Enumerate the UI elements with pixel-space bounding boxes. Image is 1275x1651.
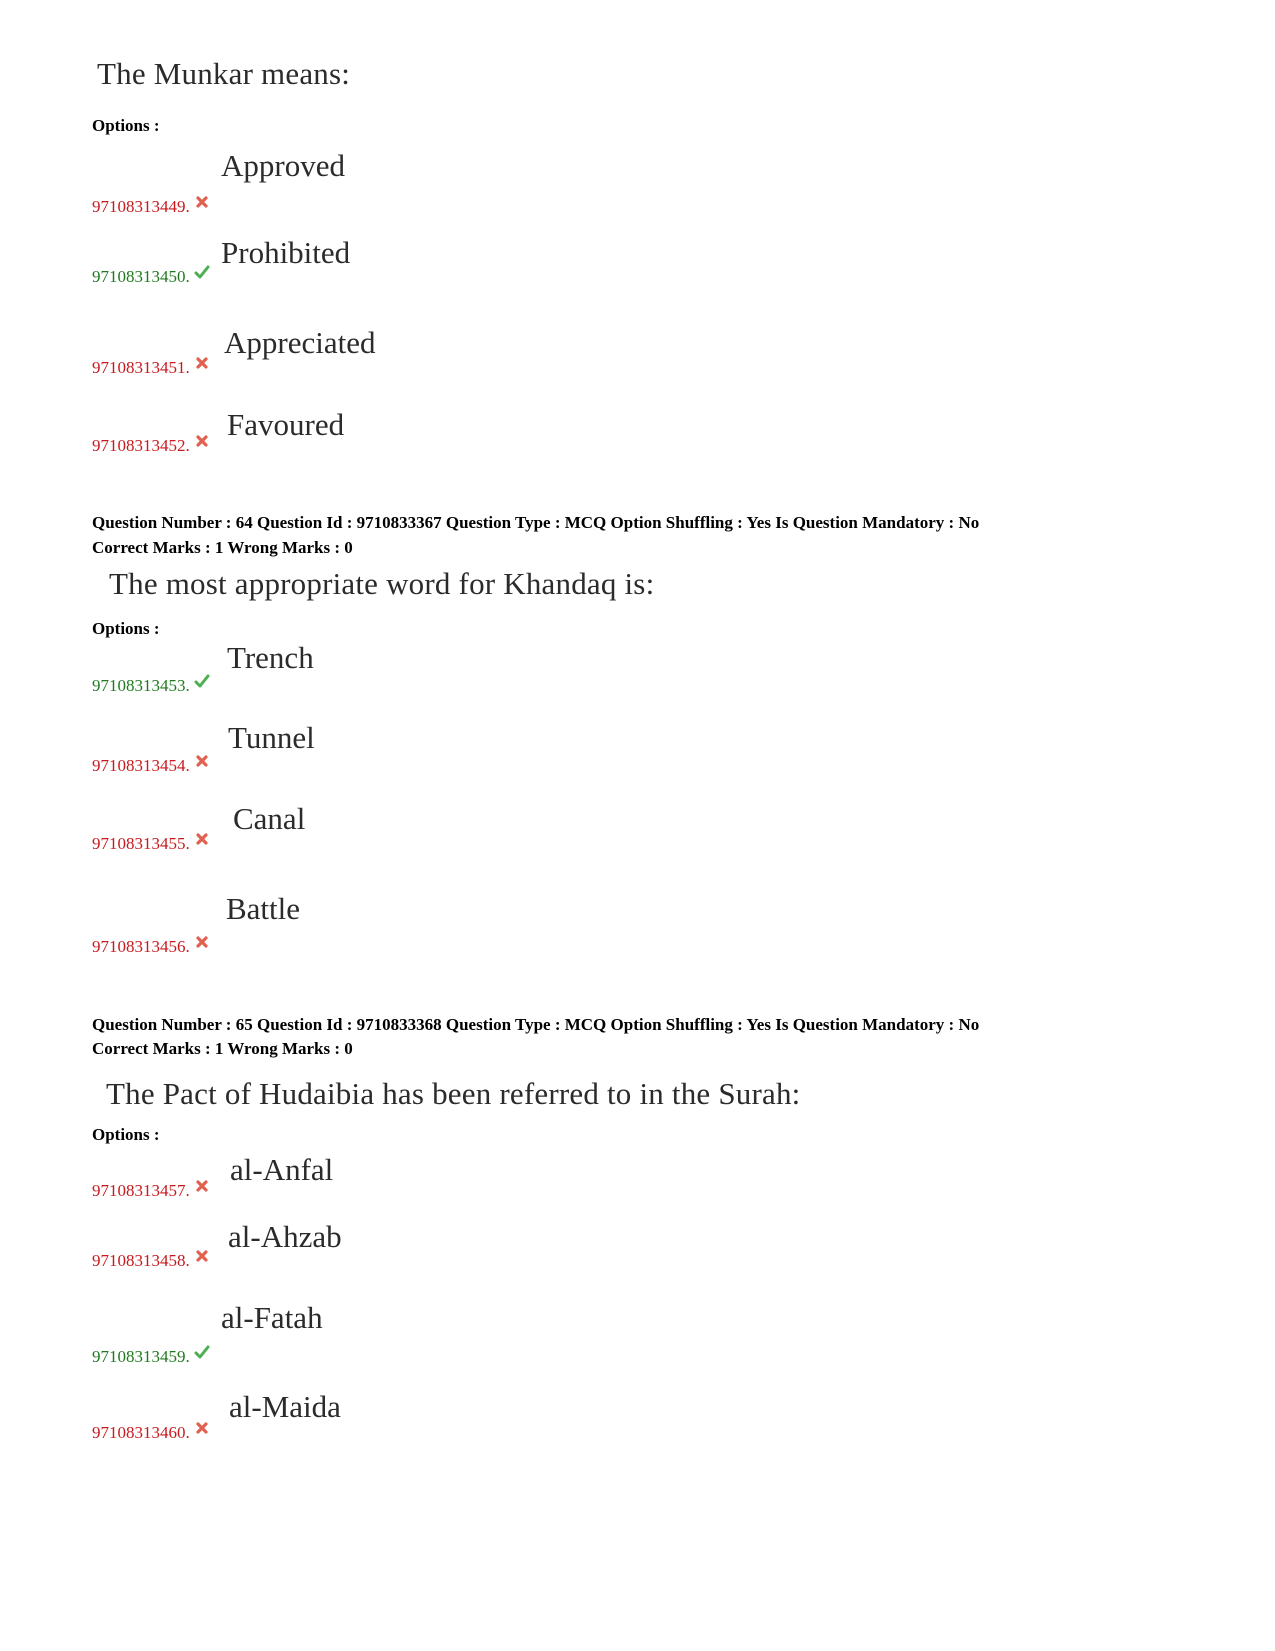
option-text: Appreciated bbox=[224, 325, 376, 360]
option-id bbox=[92, 753, 210, 776]
option-id-text: 97108313460. bbox=[92, 1423, 190, 1442]
option-text: Trench bbox=[227, 640, 314, 675]
option-text: Favoured bbox=[227, 407, 345, 442]
option-text: Approved bbox=[221, 148, 345, 183]
option-id-text: 97108313455. bbox=[92, 834, 190, 853]
option-id bbox=[92, 1420, 210, 1443]
option-text: Battle bbox=[226, 891, 301, 926]
question-header: Question Number : 64 Question Id : 9710833367 Question Type : MCQ Option Shuffling : Yes Is Question Mandatory : No bbox=[92, 513, 980, 532]
option-text: al-Maida bbox=[229, 1389, 341, 1424]
cross-icon bbox=[194, 194, 210, 210]
option-text: Canal bbox=[233, 801, 306, 836]
check-icon bbox=[194, 264, 210, 280]
option-id-text: 97108313453. bbox=[92, 676, 190, 695]
option-text: al-Fatah bbox=[221, 1300, 323, 1335]
option-id bbox=[92, 673, 210, 696]
question-stem: The Munkar means: bbox=[97, 56, 351, 91]
option-id bbox=[92, 1178, 210, 1201]
cross-icon bbox=[194, 1178, 210, 1194]
option-id bbox=[92, 1344, 210, 1367]
question-marks: Correct Marks : 1 Wrong Marks : 0 bbox=[92, 1039, 353, 1058]
option-id bbox=[92, 1248, 210, 1271]
question-stem: The most appropriate word for Khandaq is: bbox=[109, 566, 655, 601]
question-marks: Correct Marks : 1 Wrong Marks : 0 bbox=[92, 538, 353, 557]
option-text: Tunnel bbox=[228, 720, 315, 755]
cross-icon bbox=[194, 1420, 210, 1436]
option-id-text: 97108313459. bbox=[92, 1347, 190, 1366]
options-label: Options : bbox=[92, 1125, 160, 1144]
check-icon bbox=[194, 673, 210, 689]
option-id bbox=[92, 355, 210, 378]
option-id-text: 97108313449. bbox=[92, 197, 190, 216]
cross-icon bbox=[194, 1248, 210, 1264]
option-id-text: 97108313457. bbox=[92, 1181, 190, 1200]
cross-icon bbox=[194, 433, 210, 449]
option-id bbox=[92, 831, 210, 854]
option-id bbox=[92, 433, 210, 456]
option-text: al-Anfal bbox=[230, 1152, 334, 1187]
options-label: Options : bbox=[92, 619, 160, 638]
option-id bbox=[92, 934, 210, 957]
option-text: al-Ahzab bbox=[228, 1219, 342, 1254]
cross-icon bbox=[194, 831, 210, 847]
question-stem: The Pact of Hudaibia has been referred to in the Surah: bbox=[106, 1076, 801, 1111]
check-icon bbox=[194, 1344, 210, 1360]
option-id-text: 97108313452. bbox=[92, 436, 190, 455]
option-id-text: 97108313456. bbox=[92, 937, 190, 956]
option-id bbox=[92, 194, 210, 217]
option-id-text: 97108313451. bbox=[92, 358, 190, 377]
question-header: Question Number : 65 Question Id : 9710833368 Question Type : MCQ Option Shuffling : Yes Is Question Mandatory : No bbox=[92, 1015, 980, 1034]
cross-icon bbox=[194, 753, 210, 769]
option-text: Prohibited bbox=[221, 235, 351, 270]
option-id-text: 97108313450. bbox=[92, 267, 190, 286]
option-id-text: 97108313458. bbox=[92, 1251, 190, 1270]
option-id bbox=[92, 264, 210, 287]
option-id-text: 97108313454. bbox=[92, 756, 190, 775]
cross-icon bbox=[194, 934, 210, 950]
options-label: Options : bbox=[92, 116, 160, 135]
cross-icon bbox=[194, 355, 210, 371]
